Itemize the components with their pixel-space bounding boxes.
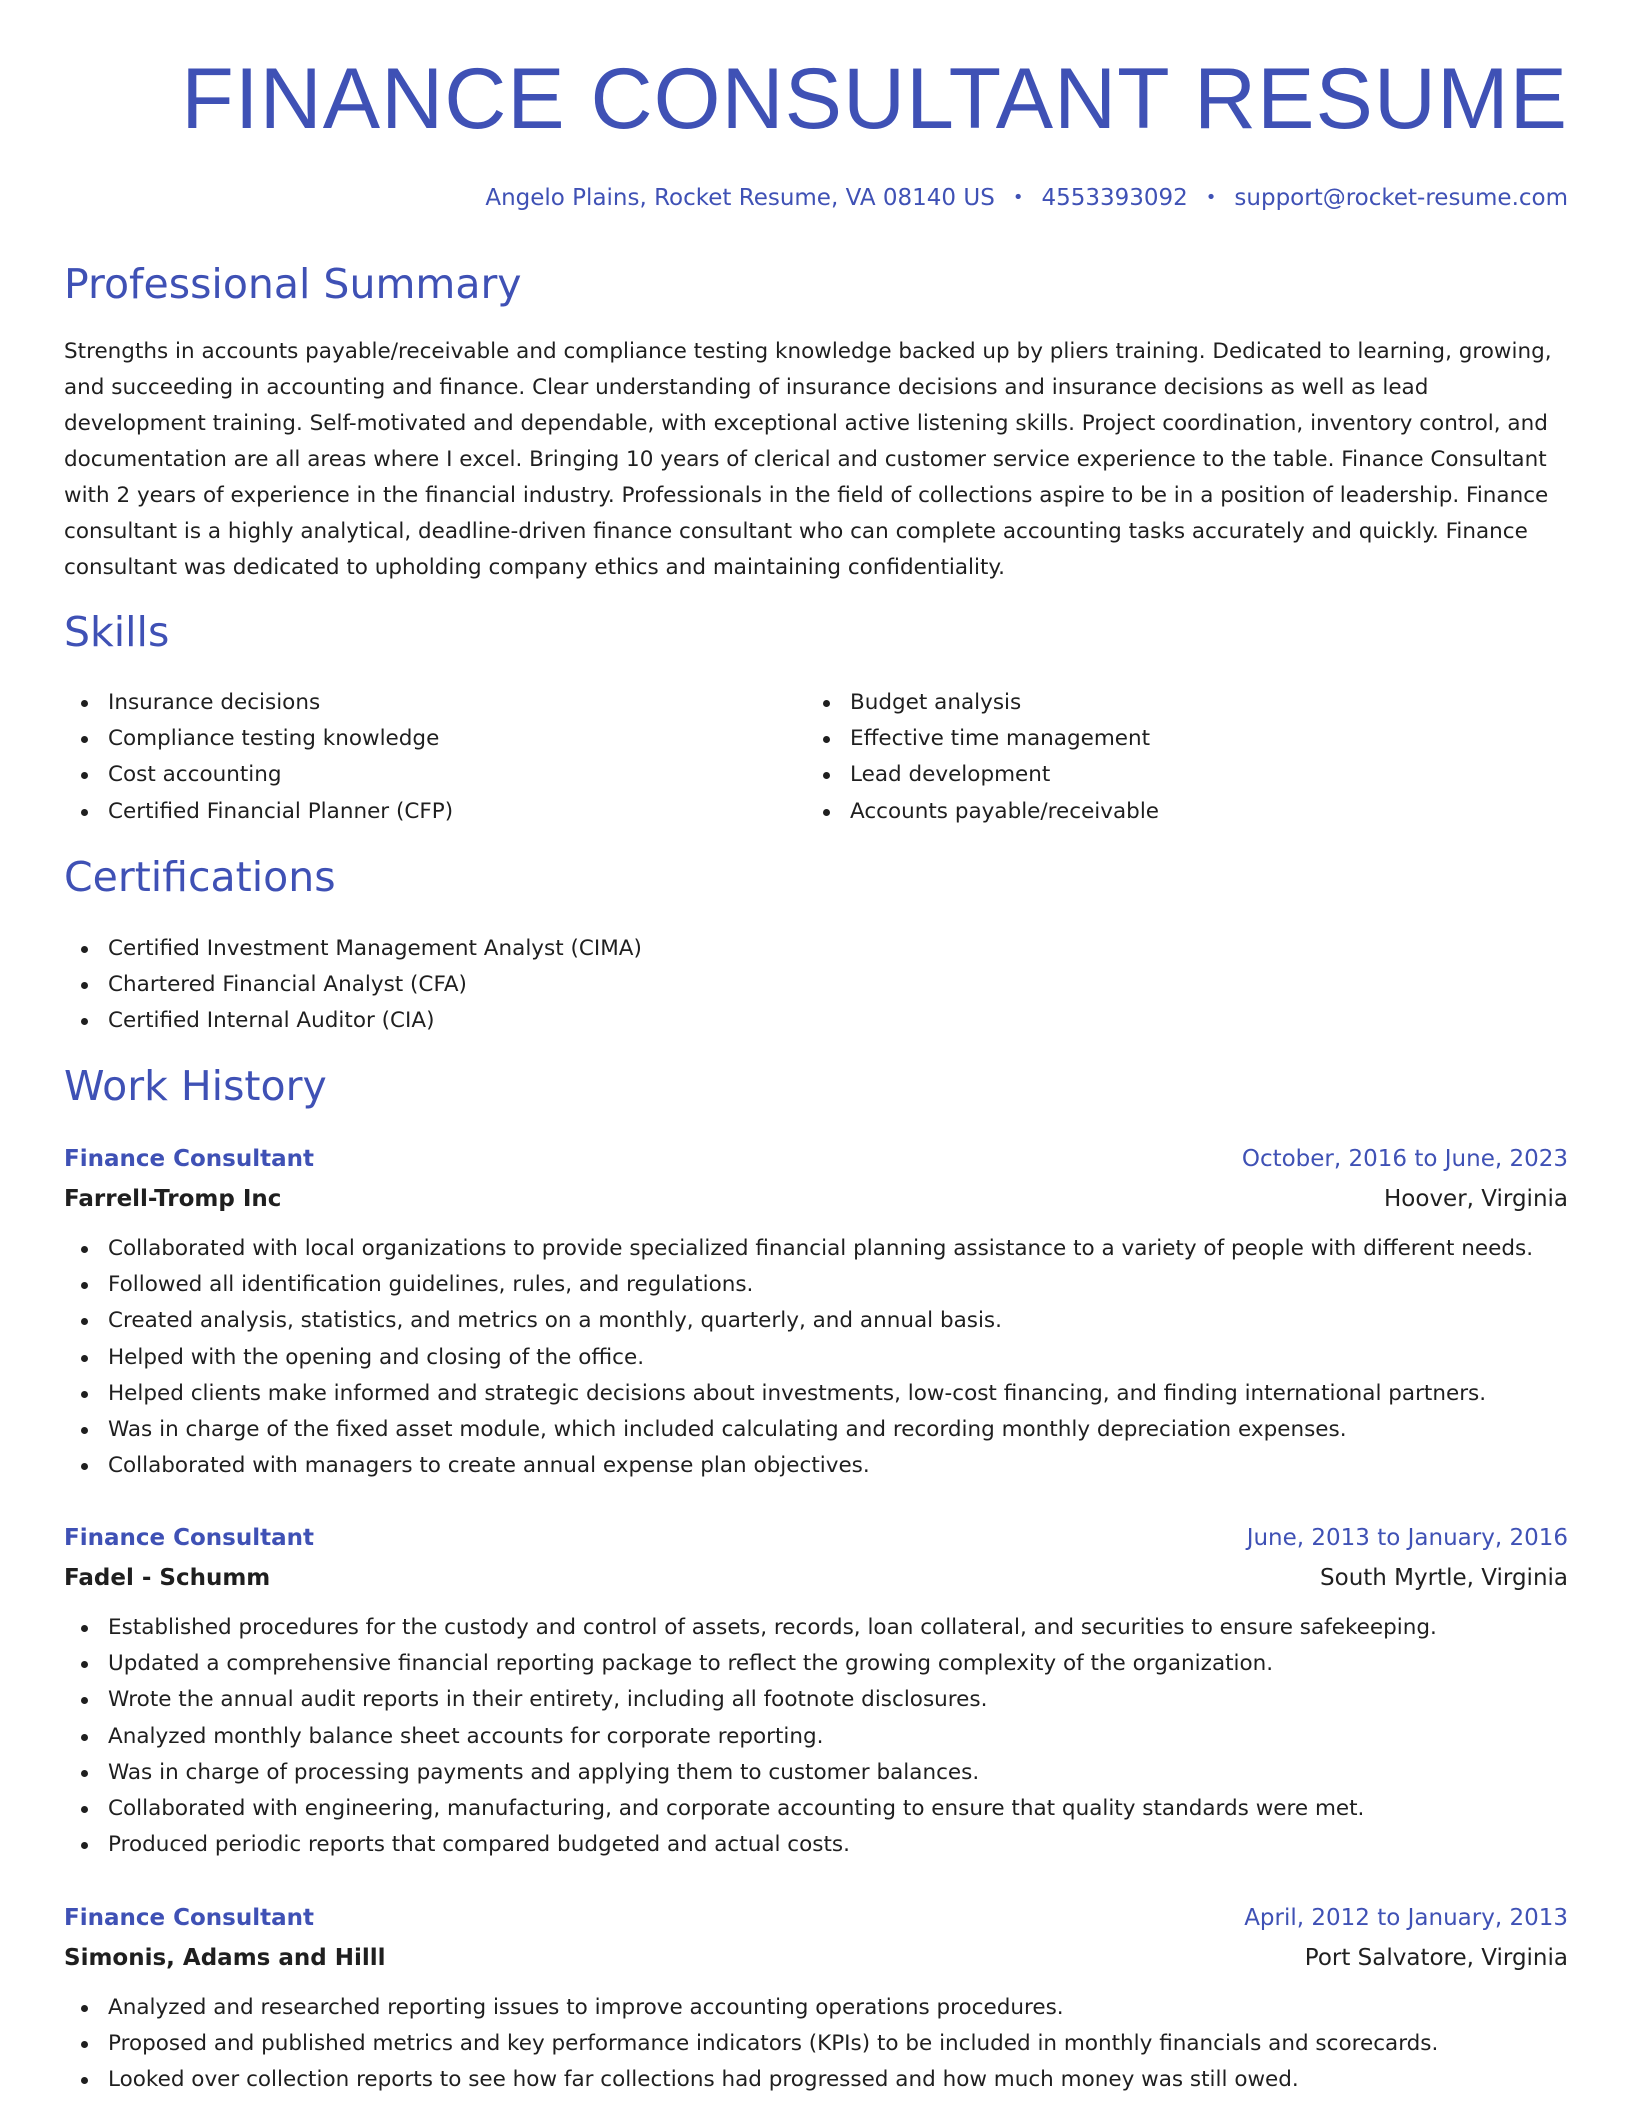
skills-heading: Skills (64, 608, 170, 656)
job-entry (64, 1898, 1568, 2099)
job-bullet: Collaborated with local organizations to provide specialized financial planning assistance to a variety of people with different needs. (64, 1231, 1568, 1267)
job-bullet: Helped with the opening and closing of the office. (64, 1340, 1568, 1376)
job-company: Simonis, Adams and Hilll (64, 1945, 386, 1971)
job-company: Fadel - Schumm (64, 1565, 271, 1591)
job-dates: June, 2013 to January, 2016 (1246, 1525, 1568, 1551)
certification-item: Certified Internal Auditor (CIA) (64, 1003, 642, 1039)
job-bullet: Followed all identification guidelines, rules, and regulations. (64, 1267, 1568, 1303)
certifications-heading: Certifications (64, 853, 336, 901)
job-bullets (64, 1231, 1568, 1484)
job-bullet: Created analysis, statistics, and metrics on a monthly, quarterly, and annual basis. (64, 1303, 1568, 1339)
skill-item: Lead development (806, 757, 1159, 793)
work-history-heading: Work History (64, 1062, 327, 1110)
job-title: Finance Consultant (64, 1146, 314, 1172)
skill-item: Budget analysis (806, 685, 1159, 721)
resume-title: FINANCE CONSULTANT RESUME (181, 51, 1568, 147)
job-bullet: Produced periodic reports that compared budgeted and actual costs. (64, 1827, 1568, 1863)
certifications-list (64, 931, 642, 1040)
contact-phone: 4553393092 (1041, 185, 1188, 211)
job-bullet: Updated a comprehensive financial reporting package to reflect the growing complexity of the organization. (64, 1646, 1568, 1682)
job-subheader (64, 1938, 1568, 1978)
skills-list-right (806, 685, 1159, 830)
job-bullet: Proposed and published metrics and key performance indicators (KPIs) to be included in monthly financials and scorecards. (64, 2026, 1568, 2062)
summary-heading: Professional Summary (64, 260, 522, 308)
job-bullets (64, 1990, 1568, 2099)
contact-separator: • (1205, 187, 1217, 208)
job-bullet: Established procedures for the custody and control of assets, records, loan collateral, and securities to ensure safekeeping. (64, 1610, 1568, 1646)
job-bullets (64, 1610, 1568, 1863)
job-bullet: Collaborated with engineering, manufacturing, and corporate accounting to ensure that quality standards were met. (64, 1791, 1568, 1827)
job-dates: April, 2012 to January, 2013 (1244, 1905, 1568, 1931)
contact-email: support@rocket-resume.com (1234, 185, 1568, 211)
job-bullet: Looked over collection reports to see how far collections had progressed and how much money was still owed. (64, 2062, 1568, 2098)
contact-separator: • (1012, 187, 1024, 208)
job-location: South Myrtle, Virginia (1320, 1565, 1568, 1591)
skill-item: Compliance testing knowledge (64, 721, 453, 757)
job-subheader (64, 1558, 1568, 1598)
job-dates: October, 2016 to June, 2023 (1241, 1146, 1568, 1172)
job-bullet: Collaborated with managers to create annual expense plan objectives. (64, 1448, 1568, 1484)
skills-list-left (64, 685, 453, 830)
skill-item: Cost accounting (64, 757, 453, 793)
contact-line (485, 182, 1568, 214)
job-header (64, 1139, 1568, 1179)
job-company: Farrell-Tromp Inc (64, 1186, 282, 1212)
job-location: Hoover, Virginia (1384, 1186, 1568, 1212)
job-title: Finance Consultant (64, 1525, 314, 1551)
job-header (64, 1518, 1568, 1558)
job-header (64, 1898, 1568, 1938)
job-subheader (64, 1179, 1568, 1219)
job-title: Finance Consultant (64, 1905, 314, 1931)
contact-address: Angelo Plains, Rocket Resume, VA 08140 US (485, 185, 995, 211)
job-bullet: Analyzed monthly balance sheet accounts for corporate reporting. (64, 1719, 1568, 1755)
certification-item: Certified Investment Management Analyst (CIMA) (64, 931, 642, 967)
job-bullet: Wrote the annual audit reports in their entirety, including all footnote disclosures. (64, 1682, 1568, 1718)
job-bullet: Helped clients make informed and strategic decisions about investments, low-cost financing, and finding international partners. (64, 1376, 1568, 1412)
certification-item: Chartered Financial Analyst (CFA) (64, 967, 642, 1003)
job-bullet: Analyzed and researched reporting issues to improve accounting operations procedures. (64, 1990, 1568, 2026)
job-bullet: Was in charge of the fixed asset module, which included calculating and recording monthly depreciation expenses. (64, 1412, 1568, 1448)
skill-item: Certified Financial Planner (CFP) (64, 794, 453, 830)
skill-item: Insurance decisions (64, 685, 453, 721)
job-bullet: Was in charge of processing payments and applying them to customer balances. (64, 1755, 1568, 1791)
skill-item: Accounts payable/receivable (806, 794, 1159, 830)
summary-text: Strengths in accounts payable/receivable and compliance testing knowledge backed up by pliers training. Dedicated to learning, growing, and succeeding in accounting and finance. Clear understanding of insurance decisions and insurance decisions as well as lead development training. Self-motivated and dependable, with exceptional active listening skills. Project coordination, inventory control, and documentation are all areas where I excel. Bringing 10 years of clerical and customer service experience to the table. Finance Consultant with 2 years of experience in the financial industry. Professionals in the field of collections aspire to be in a position of leadership. Finance consultant is a highly analytical, deadline-driven finance consultant who can complete accounting tasks accurately and quickly. Finance consultant was dedicated to upholding company ethics and maintaining confidentiality. (64, 339, 1552, 580)
job-entry (64, 1139, 1568, 1484)
skill-item: Effective time management (806, 721, 1159, 757)
job-location: Port Salvatore, Virginia (1304, 1945, 1568, 1971)
job-entry (64, 1518, 1568, 1863)
